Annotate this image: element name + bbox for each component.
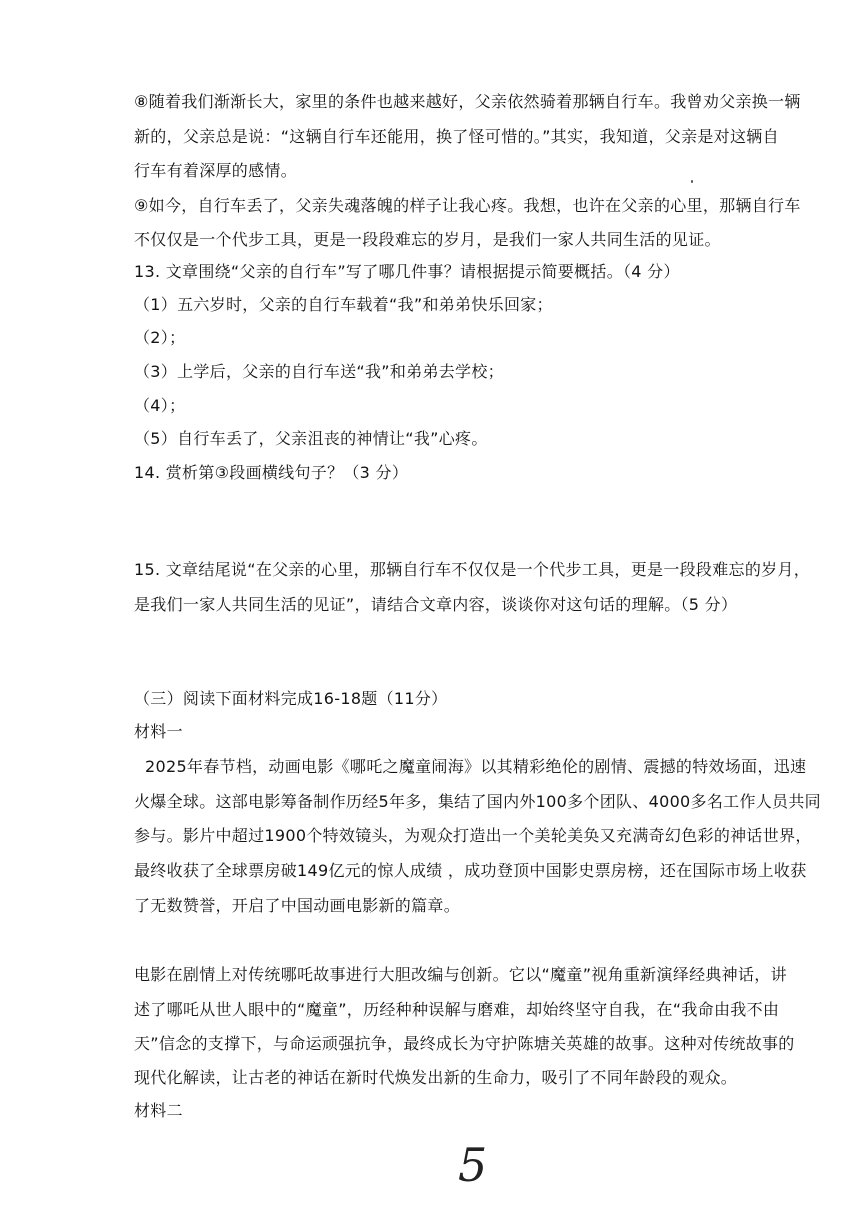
material-1-para-2-line-4: 现代化解读，让古老的神话在新时代焕发出新的生命力，吸引了不同年龄段的观众。 <box>134 1068 738 1087</box>
material-1-line-3: 参与。影片中超过1900个特效镜头，为观众打造出一个美轮美奂又充满奇幻色彩的神话世界， <box>134 826 812 845</box>
section-3-heading: （三）阅读下面材料完成16-18题（11分） <box>134 689 448 708</box>
paragraph-8-line-1: ⑧随着我们渐渐长大，家里的条件也越来越好，父亲依然骑着那辆自行车。我曾劝父亲换一辆 <box>134 92 801 111</box>
material-1-line-2: 火爆全球。这部电影筹备制作历经5年多，集结了国内外100多个团队、4000多名工作人员共同 <box>134 792 821 811</box>
question-15-line-2: 是我们一家人共同生活的见证”，请结合文章内容，谈谈你对这句话的理解。（5 分） <box>134 595 738 614</box>
question-15-line-1: 15. 文章结尾说“在父亲的心里，那辆自行车不仅仅是一个代步工具，更是一段段难忘的岁月， <box>134 560 811 579</box>
material-1-para-2-line-2: 述了哪吒从世人眼中的“魔童”，历经种种误解与磨难，却始终坚守自我，在“我命由我不由 <box>134 1000 780 1019</box>
question-13-item-5: （5）自行车丢了，父亲沮丧的神情让“我”心疼。 <box>134 429 488 448</box>
material-1-line-4: 最终收获了全球票房破149亿元的惊人成绩 ，成功登顶中国影史票房榜，还在国际市场上收获 <box>134 861 807 880</box>
material-1-line-5: 了无数赞誉，开启了中国动画电影新的篇章。 <box>134 896 461 915</box>
material-1-heading: 材料一 <box>134 722 183 741</box>
page-number: 5 <box>458 1138 488 1192</box>
material-1-line-1: 2025年春节档，动画电影《哪吒之魔童闹海》以其精彩绝伦的剧情、震撼的特效场面，迅速 <box>145 757 807 776</box>
material-1-para-2-line-3: 天”信念的支撑下，与命运顽强抗争，最终成长为守护陈塘关英雄的故事。这种对传统故事的 <box>134 1034 795 1053</box>
paragraph-9-line-1: ⑨如今，自行车丢了，父亲失魂落魄的样子让我心疼。我想，也许在父亲的心里，那辆自行车 <box>134 196 801 215</box>
question-13: 13. 文章围绕“父亲的自行车”写了哪几件事？请根据提示简要概括。（4 分） <box>134 262 680 281</box>
question-13-item-3: （3）上学后，父亲的自行车送“我”和弟弟去学校； <box>134 362 504 381</box>
material-2-heading: 材料二 <box>134 1101 183 1120</box>
paragraph-9-line-2: 不仅仅是一个代步工具，更是一段段难忘的岁月，是我们一家人共同生活的见证。 <box>134 230 721 249</box>
question-13-item-4: （4）； <box>134 396 186 415</box>
question-13-item-2: （2）； <box>134 328 186 347</box>
paragraph-8-line-3: 行车有着深厚的感情。 <box>134 161 298 180</box>
scan-speck <box>691 180 693 183</box>
question-14: 14. 赏析第③段画横线句子？（3 分） <box>134 463 409 482</box>
material-1-para-2-line-1: 电影在剧情上对传统哪吒故事进行大胆改编与创新。它以“魔童”视角重新演绎经典神话，讲 <box>134 965 787 984</box>
question-13-item-1: （1）五六岁时，父亲的自行车载着“我”和弟弟快乐回家； <box>134 295 553 314</box>
paragraph-8-line-2: 新的，父亲总是说：“这辆自行车还能用，换了怪可惜的。”其实，我知道，父亲是对这辆自 <box>134 127 779 146</box>
